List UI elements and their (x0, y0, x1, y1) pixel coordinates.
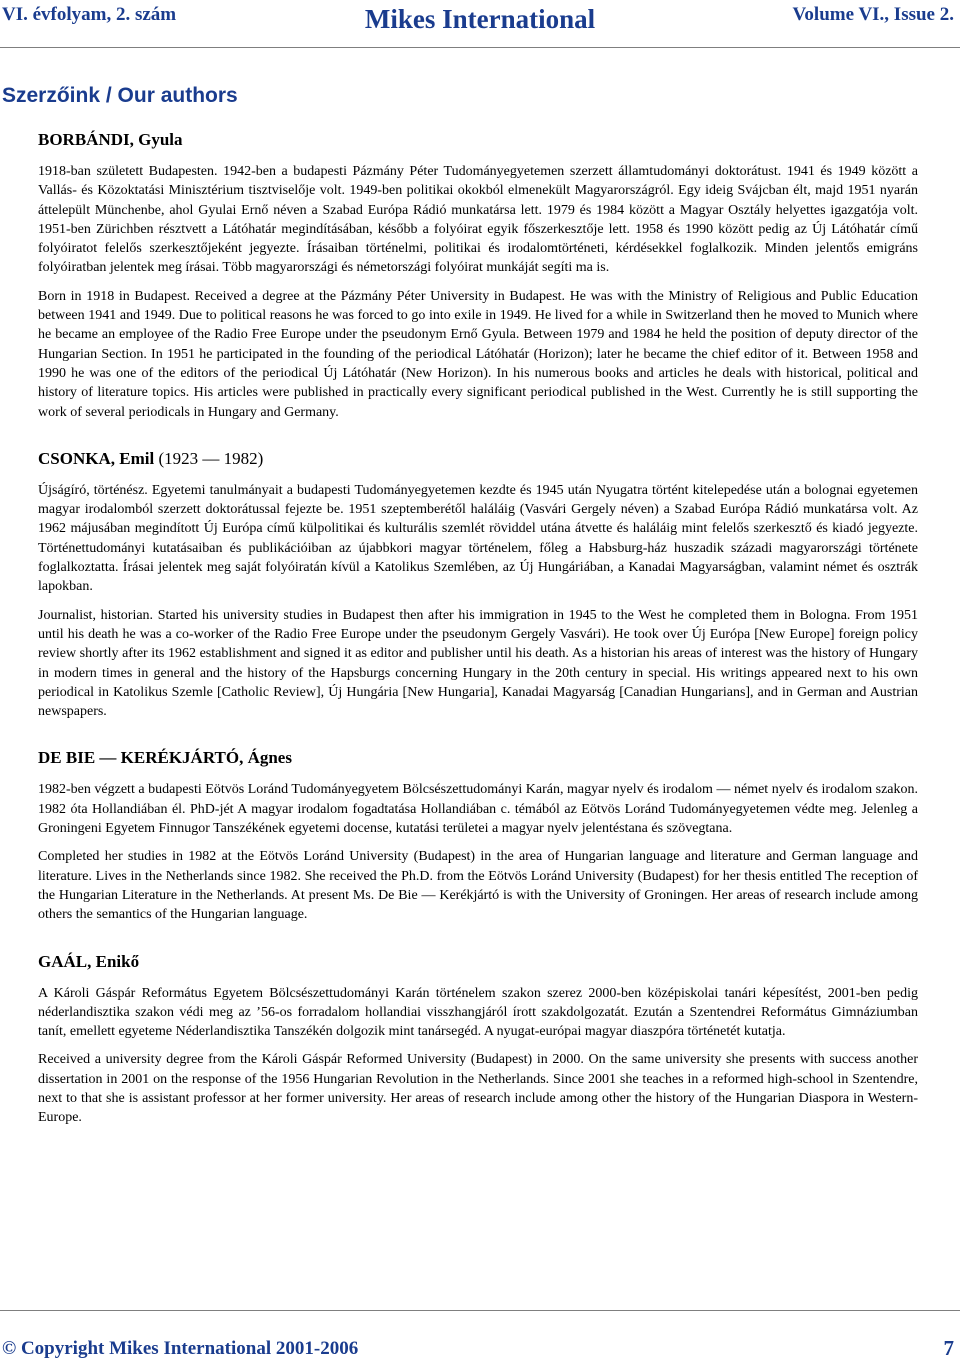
section-title: Szerzőink / Our authors (2, 84, 238, 107)
author-name (38, 748, 918, 768)
authors-list (38, 130, 918, 1155)
header-journal-title: Mikes International (364, 4, 596, 34)
author-bio-en: Received a university degree from the Károli Gáspár Reformed University (Budapest) in 2000. On the same university she presents with success another dissertation in 2001 on the response of the 1956 Hungarian Revolution in the Netherlands. Since 2001 she teaches in a reformed high-school in Szentendre, next to that she is assistant professor at her former university. Her areas of research include among other the history of the Hungarian Diaspora in Western-Europe. (38, 1052, 918, 1126)
author-name (38, 952, 918, 972)
author-name (38, 130, 918, 150)
author-bio-hu: Újságíró, történész. Egyetemi tanulmányait a budapesti Tudományegyetemen kezdte és 1945 után Nyugatra történt kitelepedése után a bolognai egyetemen magyar irodalomból szerzett doktorátussal fejezte be. 1951 szeptemberétől haláláig (Vasvári Gergely néven) a Szabad Európa Rádió munkatársa volt. Az 1962 májusában megindított Új Európa című külpolitikai és kulturális szemlét röviddel utána átvette és haláláig mint felelős szerkesztő és kiadó jegyezte. Történettudományi kutatásaiban és publikációiban az újabbkori magyar történelem, főleg a Habsburg-ház huszadik századi magyarországi története foglalkoztatta. Írásai jelentek meg saját folyóiratán kívül a Katolikus Szemlében, az Új Hungáriában, a Kanadai Magyarságban, valamint német és osztrák lapokban. (38, 482, 918, 595)
author-name-text: GAÁL, Enikő (38, 951, 140, 971)
author-name-text: DE BIE — KERÉKJÁRTÓ, Ágnes (38, 748, 292, 768)
footer-copyright: © Copyright Mikes International 2001-2006 (2, 1338, 359, 1359)
author-bio-hu: 1982-ben végzett a budapesti Eötvös Loránd Tudományegyetem Bölcsészettudományi Karán, magyar nyelv és irodalom — német nyelv és irodalom szakon. 1982 óta Hollandiában él. PhD-jét A magyar irodalom fogadtatása Hollandiában c. témából az Eötvös Loránd Tudományegyetemen védte meg. Jelenleg a Groningeni Egyetem Finnugor Tanszékének egyetemi docense, kutatási területei a magyar nyelv jelentéstana és szövegtana. (38, 782, 918, 837)
author-entry (38, 449, 918, 722)
author-bio-en: Born in 1918 in Budapest. Received a degree at the Pázmány Péter University in Budapest. He was with the Ministry of Religious and Public Education between 1941 and 1949. Due to political reasons he was forced to go into exile in 1949. He lived for a while in Switzerland then he moved to Munich where he became an employee of the Radio Free Europe under the pseudonym Ernő Gyula. Between 1979 and 1984 he held the position of deputy director of the Hungarian Section. In 1951 he participated in the founding of the periodical Látóhatár (Horizon); later he became the chief editor of it. Between 1958 and 1990 he was one of the editors of the periodical Új Látóhatár (New Horizon). In his numerous books and articles he deals with historical, political and history of literature topics. His articles were published in practically every significant periodical published in the West. Currently he is still supporting the work of several periodicals in Hungary and Germany. (38, 288, 918, 420)
page-header (0, 2, 960, 36)
author-bio-en: Journalist, historian. Started his university studies in Budapest then after his immigration in 1945 to the West he completed them in Bologna. From 1951 until his death he was a co-worker of the Radio Free Europe under the pseudonym Gergely Vasvári). He took over Új Európa [New Europe] foreign policy review shortly after its 1962 establishment and signed it as editor and publisher until his death. As a historian his areas of interest was the history of Hungary in modern times in general and the history of the Hapsburgs concerning Hungary in the 20th century in special. His writings appeared next to his own periodical in Katolikus Szemle [Catholic Review], Új Hungária [New Hungaria], Kanadai Magyarság [Canadian Hungarians], and in German and Austrian newspapers. (38, 607, 918, 720)
author-bio-hu: A Károli Gáspár Református Egyetem Bölcsészettudományi Karán történelem szakon szerez 2000-ben középiskolai tanári képesítést, 2001-ben pedig néderlandisztika szakon védi meg az ’56-os forradalom hollandiai visszhangjáról írott szakdolgozatát. Ezután a Szentendrei Református Gimnáziumban tanít, emellett egyeteme Néderlandisztika Tanszékén dolgozik mint tanársegéd. A nyugat-európai magyar diaszpóra történetét kutatja. (38, 985, 918, 1040)
author-lifespan: (1923 — 1982) (158, 448, 264, 468)
author-name-text: CSONKA, Emil (38, 448, 155, 468)
page-number: 7 (943, 1336, 954, 1360)
author-bio-en: Completed her studies in 1982 at the Eötvös Loránd University (Budapest) in the area of Hungarian language and literature and German language and literature. Lives in the Netherlands since 1982. She received the Ph.D. from the Eötvös Loránd University (Budapest) for her thesis entitled The reception of the Hungarian Literature in the Netherlands. At present Ms. De Bie — Kerékjártó is with the University of Groningen. Her areas of research include among others the semantics of the Hungarian language. (38, 849, 918, 923)
header-issue-hu: VI. évfolyam, 2. szám (2, 4, 177, 25)
header-issue-en: Volume VI., Issue 2. (792, 4, 954, 25)
header-divider (0, 47, 960, 48)
author-entry (38, 952, 918, 1128)
author-entry (38, 130, 918, 422)
author-bio-hu: 1918-ban született Budapesten. 1942-ben a budapesti Pázmány Péter Tudományegyetemen szerzett államtudományi doktorátust. 1941 és 1949 között a Vallás- és Közoktatási Minisztérium tisztviselője volt. 1949-ben politikai okokból elmenekült Magyarországról. Egy ideig Svájcban élt, majd 1951 nyarán áttelepült Münchenbe, ahol Gyulai Ernő néven a Szabad Európa Rádió munkatársa lett. 1979 és 1984 között a Magyar Osztály helyettes igazgatója volt. 1951-ben Zürichben résztvett a Látóhatár megindításában, később a folyóirat egyik főszerkesztője lett. 1958 és 1990 között pedig az Új Látóhatár című folyóiratot felelős szerkesztőjeként jegyezte. Írásaiban történelmi, politikai és irodalomtörténeti, kérdésekkel foglalkozik. Minden jelentős emigráns folyóiratban jelentek meg írásai. Több magyarországi és németországi folyóirat munkáját segíti ma is. (38, 164, 918, 276)
author-entry (38, 748, 918, 924)
footer-divider (0, 1310, 960, 1311)
author-name-text: BORBÁNDI, Gyula (38, 130, 183, 149)
author-name (38, 449, 918, 469)
